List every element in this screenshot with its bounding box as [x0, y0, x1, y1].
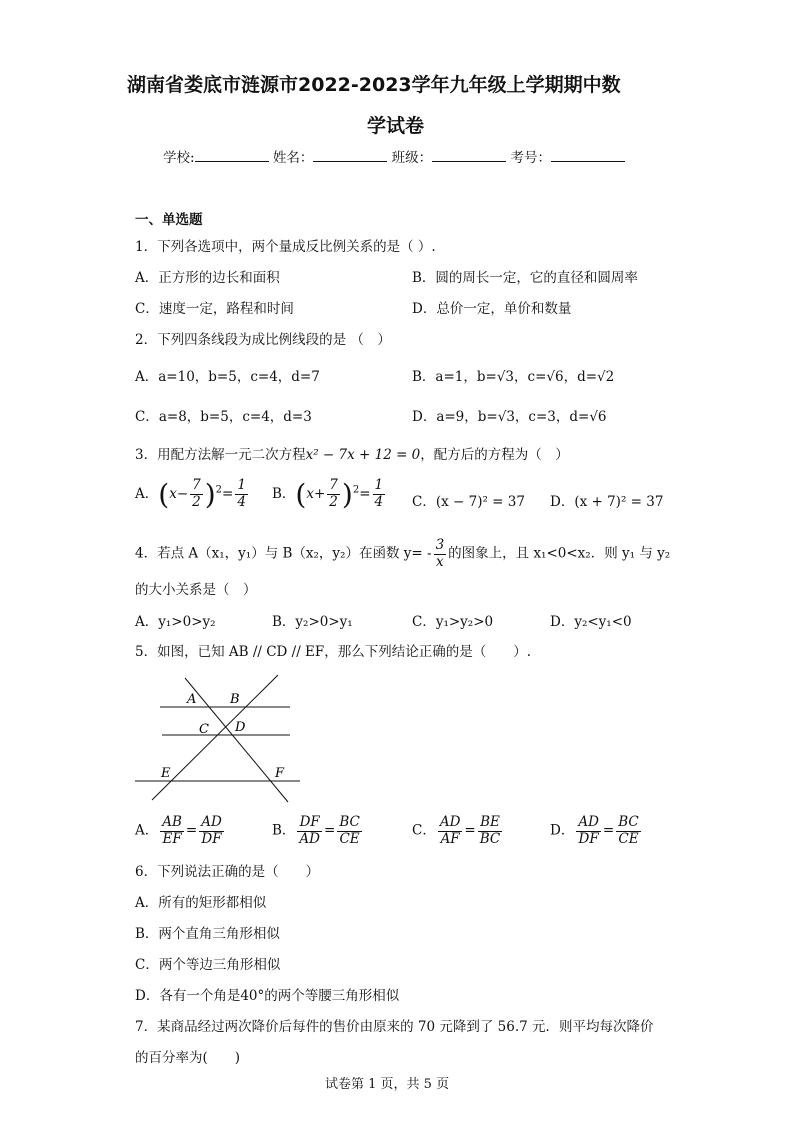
q3-stem [135, 443, 569, 463]
label-a: A [187, 692, 197, 707]
q4-option-a: A．y₁>0>y₂ [135, 614, 216, 630]
q4-option-b: B．y₂>0>y₁ [272, 614, 353, 630]
school-field[interactable] [195, 147, 269, 162]
q4-stem-line2: 的大小关系是（ ） [135, 582, 257, 598]
q4-stem-post: 的图象上，且 x₁<0<x₂．则 y₁ 与 y₂ [448, 545, 671, 562]
q5-option-d: D． $\frac{AD}{DF}$ = $\frac{BC}{CE}$ [550, 814, 639, 847]
q1-option-c: C．速度一定，路程和时间 [135, 301, 294, 317]
q4-stem-pre: 4．若点 A（x₁，y₁）与 B（x₂，y₂）在函数 y= - [135, 545, 432, 562]
q1-stem: 1．下列各选项中，两个量成反比例关系的是（ ）. [135, 239, 436, 255]
page-footer: 试卷第 1 页，共 5 页 [325, 1077, 450, 1092]
exam-title-line2: 学试卷 [367, 115, 425, 137]
number-label: 考号： [510, 150, 551, 166]
q5-option-b: B． $\frac{DF}{AD}$ = $\frac{BC}{CE}$ [272, 814, 360, 847]
student-info-row [163, 146, 625, 166]
q6-option-a: A．所有的矩形都相似 [135, 895, 267, 911]
section-heading: 一、单选题 [135, 212, 203, 228]
q3-option-c: C．(x − 7)² = 37 [412, 494, 525, 510]
q5-stem: 5．如图，已知 AB // CD // EF，那么下列结论正确的是（ ）. [135, 644, 532, 660]
q2-option-a: A．a=10，b=5，c=4，d=7 [135, 369, 320, 385]
q7-stem-line1: 7．某商品经过两次降价后每件的售价由原来的 70 元降到了 56.7 元．则平均每次降价 [135, 1019, 654, 1035]
q4-option-c: C．y₁>y₂>0 [412, 614, 494, 630]
q4-option-d: D．y₂<y₁<0 [550, 614, 632, 630]
q5-option-a: A． $\frac{AB}{EF}$ = $\frac{AD}{DF}$ [135, 814, 222, 847]
q2-stem: 2．下列四条线段为成比例线段的是 （ ） [135, 332, 391, 348]
number-field[interactable] [551, 147, 625, 162]
label-f: F [275, 766, 285, 781]
q3-option-a: A．(x− $\frac{7}{2}$ )$^2$= $\frac{1}{4}$ [135, 477, 246, 511]
q1-option-b: B．圆的周长一定，它的直径和圆周率 [412, 270, 638, 286]
q6-option-c: C．两个等边三角形相似 [135, 957, 281, 973]
q1-option-a: A．正方形的边长和面积 [135, 270, 280, 286]
class-field[interactable] [432, 147, 506, 162]
q6-stem: 6．下列说法正确的是（ ） [135, 864, 320, 880]
q2-option-d: D．a=9，b=√3，c=3，d=√6 [412, 409, 607, 425]
q2-option-b: B．a=1，b=√3，c=√6，d=√2 [412, 369, 615, 385]
parallel-lines-figure [130, 670, 300, 805]
label-b: B [230, 692, 240, 707]
q2-option-c: C．a=8，b=5，c=4，d=3 [135, 409, 312, 425]
name-field[interactable] [313, 147, 387, 162]
class-label: 班级： [391, 150, 433, 166]
q4-stem: 4．若点 A（x₁，y₁）与 B（x₂，y₂）在函数 y= - $\frac{3}{x}$ 的图象上，且 x₁<0<x₂．则 y₁ 与 y₂ [135, 537, 671, 570]
school-label: 学校: [163, 150, 195, 166]
q3-stem-post: ，配方后的方程为（ ） [420, 447, 569, 463]
q6-option-d: D．各有一个角是40°的两个等腰三角形相似 [135, 988, 400, 1004]
exam-title-line1: 湖南省娄底市涟源市2022-2023学年九年级上学期期中数 [127, 74, 621, 96]
q3-option-d: D．(x + 7)² = 37 [550, 494, 664, 510]
name-label: 姓名： [272, 150, 314, 166]
q7-stem-line2: 的百分率为( ) [135, 1050, 241, 1066]
label-c: C [199, 722, 209, 737]
q3-option-b: B．(x+ $\frac{7}{2}$ )$^2$= $\frac{1}{4}$ [272, 477, 384, 511]
q3-a-label: A． [135, 486, 159, 502]
q1-option-d: D．总价一定，单价和数量 [412, 301, 572, 317]
q3-equation: x² − 7x + 12 = 0 [305, 447, 421, 463]
label-e: E [161, 766, 171, 781]
q3-stem-pre: 3．用配方法解一元二次方程 [135, 447, 306, 463]
q6-option-b: B．两个直角三角形相似 [135, 926, 280, 942]
q5-option-c: C． $\frac{AD}{AF}$ = $\frac{BE}{BC}$ [412, 814, 501, 847]
label-d: D [235, 720, 246, 735]
q3-b-label: B． [272, 486, 296, 502]
